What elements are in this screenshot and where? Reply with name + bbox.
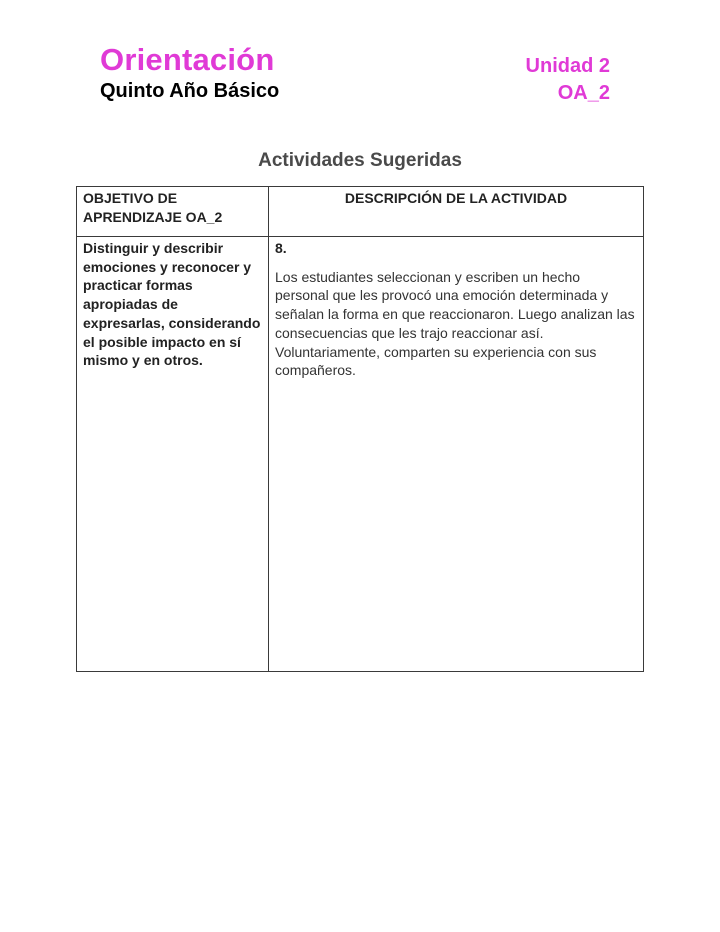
table-header-row: [77, 187, 644, 237]
section-title: Actividades Sugeridas: [258, 150, 462, 171]
column-header-objective: OBJETIVO DE APRENDIZAJE OA_2: [77, 187, 269, 237]
objective-text: Distinguir y describir emociones y reconocer y practicar formas apropiadas de expresarlas, considerando el posible impacto en sí mismo y en otros.: [83, 240, 261, 369]
subject-title: Orientación: [100, 42, 275, 77]
oa-label: OA_2: [557, 82, 610, 104]
activities-table: [76, 186, 644, 672]
document-header-right: [526, 53, 610, 107]
activity-description: Los estudiantes seleccionan y escriben un hecho personal que les provocó una emoción determinada y señalan la forma en que reaccionaron. Luego analizan las consecuencias que les trajo reaccionar así. Voluntariamente, comparten su experiencia con sus compañeros.: [275, 268, 635, 379]
unit-label: Unidad 2: [525, 55, 610, 77]
document-header-left: [100, 42, 279, 103]
column-header-description: DESCRIPCIÓN DE LA ACTIVIDAD: [269, 187, 644, 237]
activity-number: 8.: [275, 240, 287, 256]
table-row: [77, 237, 644, 672]
objective-cell: [77, 237, 269, 672]
activity-cell: [269, 237, 644, 672]
grade-title: Quinto Año Básico: [100, 80, 280, 102]
